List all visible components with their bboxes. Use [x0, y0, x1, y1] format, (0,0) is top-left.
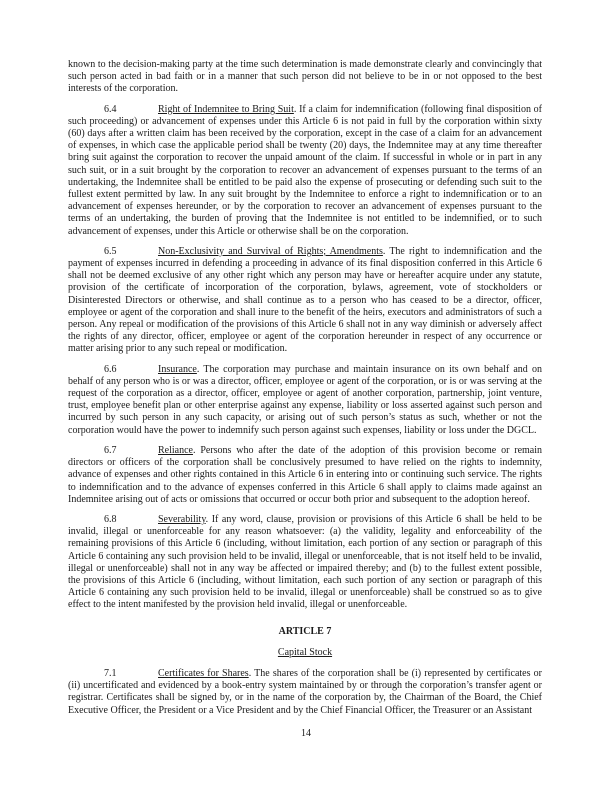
section-number: 6.4	[104, 103, 117, 115]
section-7.1-paragraph: 7.1 Certificates for Shares. The shares of the corporation shall be (i) represented by certificates or (ii) uncertificated and evidenced by a book-entry system maintained by or through the corporation’s transfer agent or registrar. Certificates shall be signed by, or in the name of the corporation by, the Chairman of the Board, the Chief Executive Officer, the President or a Vice President and by the Chief Financial Officer, the Treasurer or an Assistant	[68, 667, 542, 716]
page-number: 14	[301, 728, 311, 739]
section-6.4-paragraph: 6.4 Right of Indemnitee to Bring Suit. If a claim for indemnification (following final disposition of such proceeding) or advancement of expenses under this Article 6 is not paid in full by the corporation within sixty (60) days after a written claim has been received by the corporation, except in the case of a claim for an advancement of expenses, in which case the applicable period shall be twenty (20) days, the Indemnitee may at any time thereafter bring suit against the corporation to recover the unpaid amount of the claim. If successful in whole or in part in any such suit, or in a suit brought by the corporation to recover an advancement of expenses pursuant to the terms of an undertaking, the Indemnitee shall be entitled to be paid also the expense of prosecuting or defending such suit to the fullest extent permitted by law. In any suit brought by the Indemnitee to enforce a right to indemnification or to an advancement of expenses hereunder, or by the corporation to recover an advancement of expenses pursuant to the terms of an undertaking, the burden of proving that the Indemnitee is not entitled to be indemnified, or to such advancement of expenses, under this Article or otherwise shall be on the corporation.	[68, 103, 542, 237]
section-number: 7.1	[104, 667, 117, 679]
section-heading: Insurance	[158, 363, 197, 375]
section-6.8-paragraph: 6.8 Severability. If any word, clause, provision or provisions of this Article 6 shall be held to be invalid, illegal or unenforceable for any reason whatsoever: (a) the validity, legality and enforceability of the remaining provisions of this Article 6 (including, without limitation, each portion of any section or paragraph of this Article 6 containing any such provision held to be invalid, illegal or unenforceable, that is not itself held to be invalid, illegal or unenforceable) shall not in any way be affected or impaired thereby; and (b) to the fullest extent possible, the provisions of this Article 6 (including, without limitation, each such portion of any section or paragraph of this Article 6 containing any such provision held to be invalid, illegal or unenforceable) shall be construed so as to give effect to the intent manifested by the provision held invalid, illegal or unenforceable.	[68, 513, 542, 611]
section-heading: Right of Indemnitee to Bring Suit	[158, 103, 294, 115]
article-subtitle	[68, 647, 542, 659]
section-heading: Certificates for Shares	[158, 667, 249, 679]
section-heading: Severability	[158, 513, 206, 525]
article-title: ARTICLE 7	[278, 625, 332, 637]
section-number: 6.7	[104, 444, 117, 456]
article-subtitle-text: Capital Stock	[277, 646, 333, 658]
section-6.5-paragraph: 6.5 Non-Exclusivity and Survival of Rights; Amendments. The right to indemnification and the payment of expenses incurred in defending a proceeding in advance of its final disposition conferred in this Article 6 shall not be deemed exclusive of any other right which any person may have or hereafter acquire under any statute, provision of the certificate of incorporation of the corporation, bylaws, agreement, vote of stockholders or Disinterested Directors or otherwise, and shall continue as to a person who has ceased to be a director, officer, employee or agent of the corporation and shall inure to the benefit of the heirs, executors and administrators of such a person. Any repeal or modification of the provisions of this Article 6 shall not in any way diminish or adversely affect the rights of any director, officer, employee or agent of the corporation hereunder in respect of any occurrence or matter arising prior to any such repeal or modification.	[68, 245, 542, 355]
section-6.6-paragraph: 6.6 Insurance. The corporation may purchase and maintain insurance on its own behalf and on behalf of any person who is or was a director, officer, employee or agent of the corporation, or is or was serving at the request of the corporation as a director, officer, employee or agent of another corporation, partnership, joint venture, trust, employee benefit plan or other enterprise against any expense, liability or loss asserted against such person and incurred by such person in any such capacity, or arising out of such person’s status as such, whether or not the corporation would have the power to indemnify such person against such expenses, liability or loss under the DGCL.	[68, 363, 542, 436]
continuation-paragraph: known to the decision-making party at the time such determination is made demonstrate clearly and convincingly that such person acted in bad faith or in a manner that such person did not believe to be in or not opposed to the best interests of the corporation.	[68, 59, 542, 95]
section-heading: Reliance	[158, 444, 193, 456]
section-heading: Non-Exclusivity and Survival of Rights; Amendments	[158, 245, 383, 257]
section-number: 6.6	[104, 363, 117, 375]
section-number: 6.5	[104, 245, 117, 257]
section-number: 6.8	[104, 513, 117, 525]
section-6.7-paragraph: 6.7 Reliance. Persons who after the date of the adoption of this provision become or remain directors or officers of the corporation shall be conclusively presumed to have relied on the rights to indemnity, advance of expenses and other rights contained in this Article 6 in entering into or continuing such service. The rights to indemnification and to the advance of expenses conferred in this Article 6 shall apply to claims made against an Indemnitee arising out of acts or omissions that occurred or occur both prior and subsequent to the adoption hereof.	[68, 444, 542, 505]
document-body	[68, 59, 542, 717]
